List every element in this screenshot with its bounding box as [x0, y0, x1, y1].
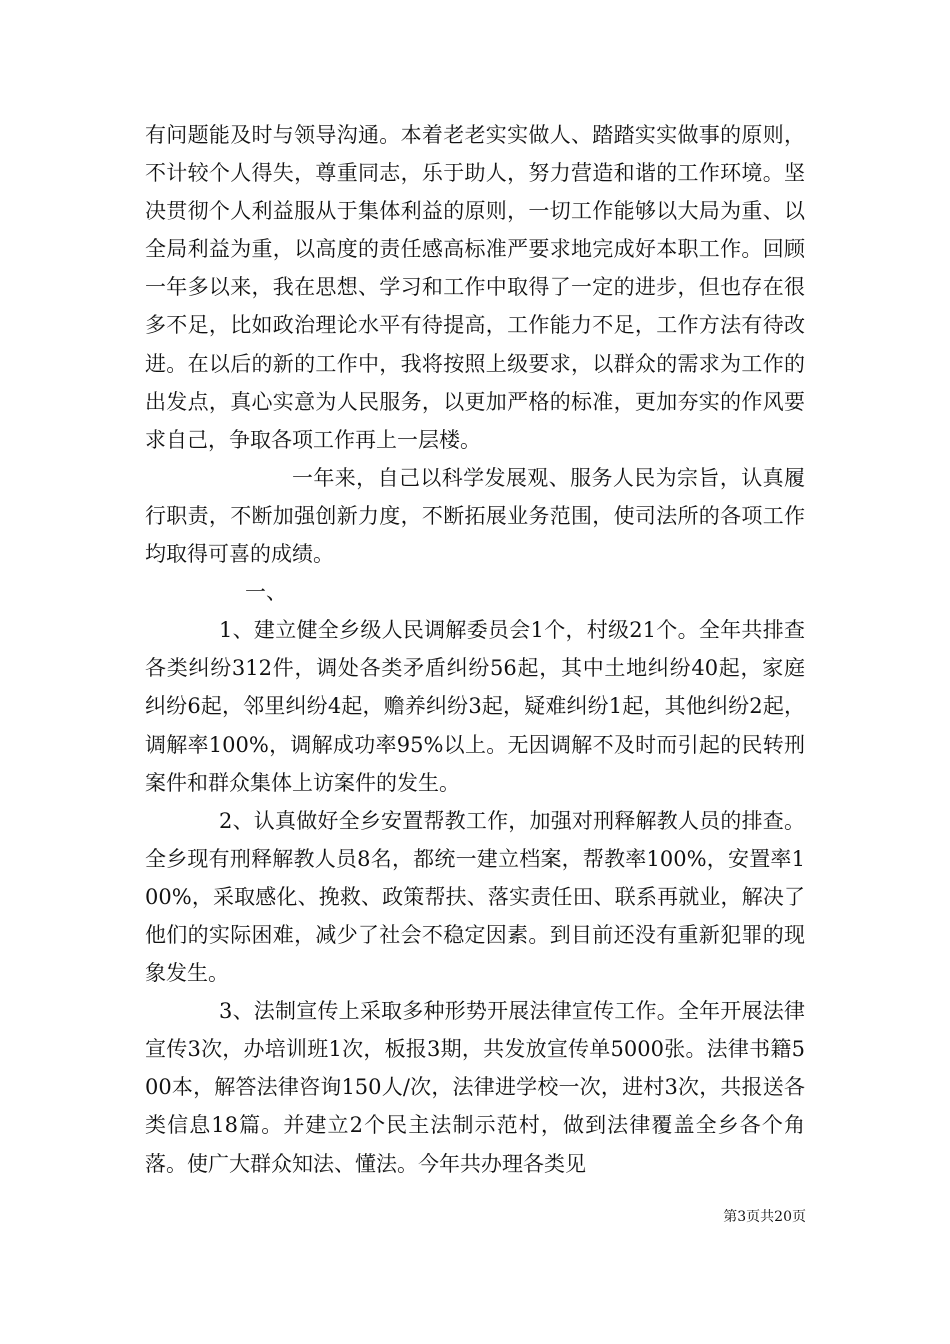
paragraph-mediation: 1、建立健全乡级人民调解委员会1个，村级21个。全年共排查各类纠纷312件，调处各类矛盾纠纷56起，其中土地纠纷40起，家庭纠纷6起，邻里纠纷4起，赡养纠纷3起，疑难纠纷1起，其他纠纷2起，调解率100%，调解成功率95%以上。无因调解不及时而引起的民转刑案件和群众集体上访案件的发生。	[145, 618, 805, 795]
paragraph-intro: 一年来，自己以科学发展观、服务人民为宗旨，认真履行职责，不断加强创新力度，不断拓展业务范围，使司法所的各项工作均取得可喜的成绩。	[145, 465, 805, 567]
paragraph-resettlement: 2、认真做好全乡安置帮教工作，加强对刑释解教人员的排查。全乡现有刑释解教人员8名，都统一建立档案，帮教率100%，安置率100%，采取感化、挽救、政策帮扶、落实责任田、联系再就业，解决了他们的实际困难，减少了社会不稳定因素。到目前还没有重新犯罪的现象发生。	[145, 808, 805, 986]
paragraph-continuation: 有问题能及时与领导沟通。本着老老实实做人、踏踏实实做事的原则，不计较个人得失，尊重同志，乐于助人，努力营造和谐的工作环境。坚决贯彻个人利益服从于集体利益的原则，一切工作能够以大局为重、以全局利益为重，以高度的责任感高标准严要求地完成好本职工作。回顾一年多以来，我在思想、学习和工作中取得了一定的进步，但也存在很多不足，比如政治理论水平有待提高，工作能力不足，工作方法有待改进。在以后的新的工作中，我将按照上级要求，以群众的需求为工作的出发点，真心实意为人民服务，以更加严格的标准，更加夯实的作风要求自己，争取各项工作再上一层楼。	[145, 123, 805, 452]
section-heading: 一、	[245, 580, 287, 605]
page-number: 第3页共20页	[723, 1209, 806, 1225]
document-body	[145, 116, 805, 1183]
paragraph-legal-publicity: 3、法制宣传上采取多种形势开展法律宣传工作。全年开展法律宣传3次，办培训班1次，板报3期，共发放宣传单5000张。法律书籍500本，解答法律咨询150人/次，法律进学校一次，进村3次，共报送各类信息18篇。并建立2个民主法制示范村，做到法律覆盖全乡各个角落。使广大群众知法、懂法。今年共办理各类见	[145, 999, 805, 1176]
